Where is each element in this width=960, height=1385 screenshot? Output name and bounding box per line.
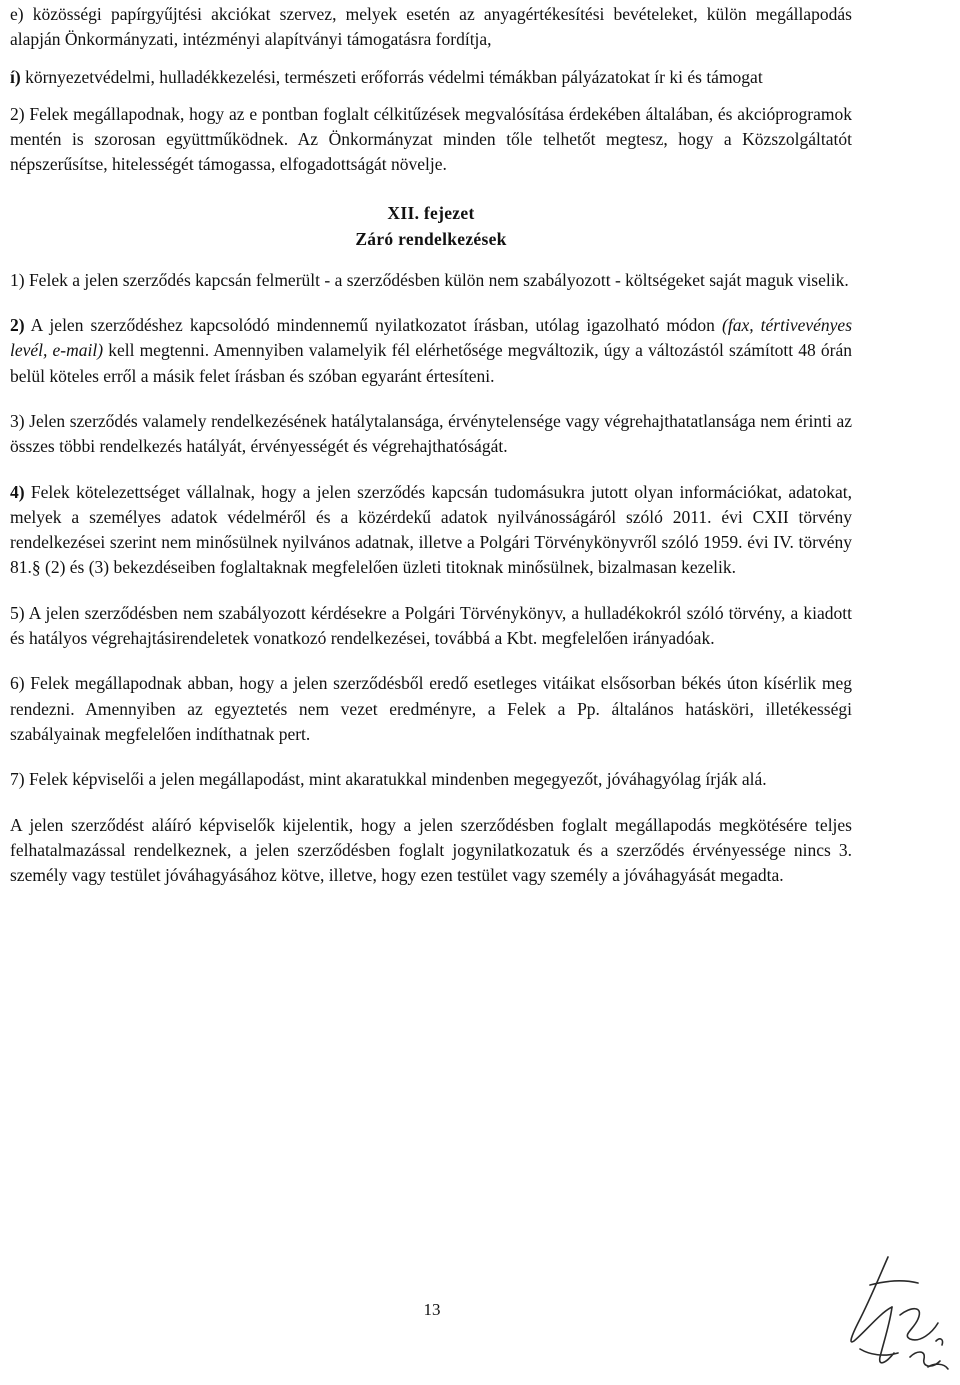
text-segment: A jelen szerződéshez kapcsolódó mindennemű nyilatkozatot írásban, utólag igazolható módon [24,315,723,336]
paragraph-p-2 [10,102,852,178]
closing-provisions-section [10,268,852,889]
paragraph-c-2 [10,313,852,389]
text-segment: kell megtenni. Amennyiben valamelyik fél elérhetősége megváltozik, úgy a változástól számított 48 órán belül köteles erről a másik felet írásban és szóban egyaránt értesíteni. [10,340,853,386]
paragraph-c-6 [10,671,852,747]
text-segment: e) közösségi papírgyűjtési akciókat szervez, melyek esetén az anyagértékesítési bevételeket, külön megállapodás alapján Önkormányzati, intézményi alapítványi támogatásra fordítja, [10,4,852,50]
paragraph-c-7 [10,767,852,792]
text-segment: 3) Jelen szerződés valamely rendelkezésének hatálytalansága, érvénytelensége vagy végrehajthatatlansága nem érinti az összes többi rendelkezés hatályát, érvényességét és végrehajthatóságát. [10,410,852,457]
text-segment: Felek kötelezettséget vállalnak, hogy a jelen szerződés kapcsán tudomásukra jutott olyan információkat, adatokat, melyek a személyes adatok védelméről és a közérdekű adatok nyilvánosságáról szóló 2011. évi CXII törvény rendelkezései szerint nem minősülnek nyilvános adatnak, illetve a Polgári Törvénykönyvről szóló 1959. évi IV. törvény 81.§ (2) és (3) bekezdéseiben foglaltaknak megfelelően üzleti titoknak minősülnek, bizalmasan kezelik. [10,481,852,578]
text-segment: 5) A jelen szerződésben nem szabályozott kérdésekre a Polgári Törvénykönyv, a hulladékokról szóló törvény, a kiadott és hatályos végrehajtásirendeletek vonatkozó rendelkezései, továbbá a Kbt. megfelelően irányadóak. [10,602,852,649]
paragraph-c-5 [10,601,852,652]
chapter-heading [10,200,852,252]
text-segment: 2) [10,315,25,336]
chapter-title: Záró rendelkezések [355,228,507,249]
paragraph-p-e [10,2,852,53]
document-page [10,2,852,888]
paragraph-p-i [10,65,852,90]
page-number: 13 [423,1300,441,1319]
paragraph-c-4 [10,480,852,581]
text-segment: 6) Felek megállapodnak abban, hogy a jelen szerződésből eredő esetleges vitáikat elsősorban békés úton kísérlik meg rendezni. Amennyiben az egyeztetés nem vezet eredményre, a Felek a Pp. általános hatásköri, illetékességi szabályainak megfelelően indíthatnak pert. [10,673,852,744]
text-segment: (fax, tértivevényes levél, e-mail) [10,315,852,361]
text-segment: 1) Felek a jelen szerződés kapcsán felmerült - a szerződésben külön nem szabályozott - költségeket saját maguk viselik. [10,269,849,290]
text-segment: 7) Felek képviselői a jelen megállapodást, mint akaratukkal mindenben megegyezőt, jóváhagyólag írják alá. [10,769,767,790]
text-segment: í) [10,66,21,87]
text-segment: 2) Felek megállapodnak, hogy az e pontban foglalt célkitűzések megvalósítása érdekében általában, és akcióprogramok mentén is szorosan együttműködnek. Az Önkormányzat minden tőle telhetőt megtesz, hogy a Közszolgáltatót népszerűsítse, hitelességét támogassa, elfogadottságát növelje. [10,103,852,175]
paragraph-c-1 [10,268,852,293]
paragraph-c-8 [10,813,852,889]
text-segment: környezetvédelmi, hulladékkezelési, természeti erőforrás védelmi témákban pályázatokat ír ki és támogat [20,66,763,87]
chapter-number: XII. fejezet [387,202,475,223]
text-segment: 4) [10,481,25,502]
text-segment: A jelen szerződést aláíró képviselők kijelentik, hogy a jelen szerződésben foglalt megállapodás megkötésére teljes felhatalmazással rendelkeznek, a jelen szerződésben foglalt jogynilatkozatuk és a szerződés érvényessége nincs 3. személy vagy testület jóváhagyásához kötve, illetve, hogy ezen testület vagy személy a jóváhagyását megadta. [10,814,852,886]
intro-section [10,2,852,178]
handwritten-signature [840,1245,955,1380]
paragraph-c-3 [10,409,852,460]
